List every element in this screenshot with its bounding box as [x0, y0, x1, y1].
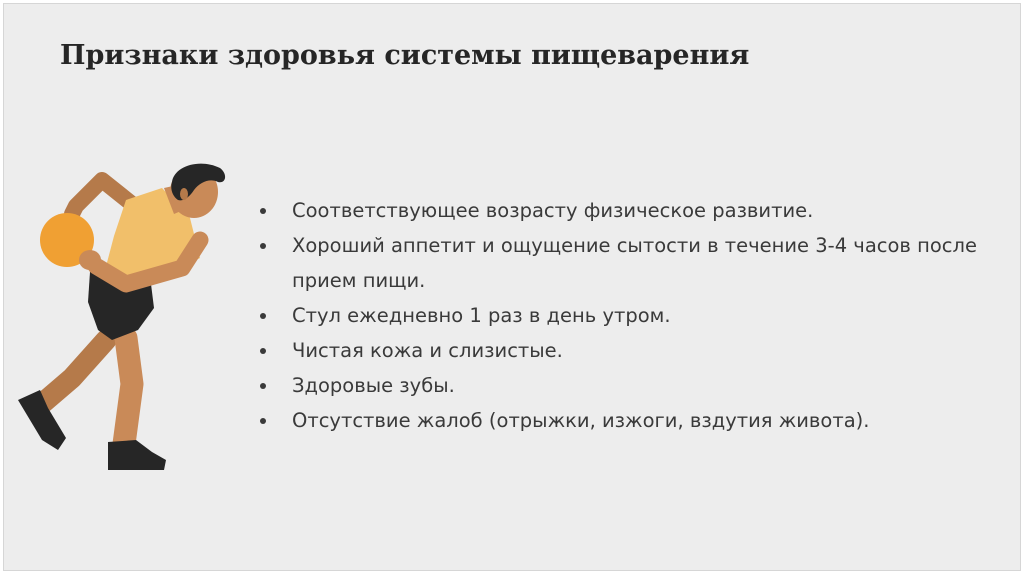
bullet-icon — [260, 418, 266, 424]
list-item-text: Отсутствие жалоб (отрыжки, изжоги, вздутия живота). — [292, 409, 870, 432]
list-item-text: Чистая кожа и слизистые. — [292, 339, 563, 362]
list-item-text: Стул ежедневно 1 раз в день утром. — [292, 304, 671, 327]
list-item — [256, 368, 1016, 403]
list-item — [256, 228, 1016, 298]
list-item-text: Здоровые зубы. — [292, 374, 455, 397]
list-item — [256, 333, 1016, 368]
list-item-text: Соответствующее возрасту физическое развитие. — [292, 199, 814, 222]
list-item — [256, 298, 1016, 333]
slide — [3, 3, 1021, 571]
bullet-icon — [260, 243, 266, 249]
list-item — [256, 403, 1016, 438]
slide-title: Признаки здоровья системы пищеварения — [60, 40, 750, 71]
bullet-icon — [260, 208, 266, 214]
bullet-icon — [260, 348, 266, 354]
bullet-list — [256, 193, 1016, 438]
list-item-text: Хороший аппетит и ощущение сытости в течение 3-4 часов после прием пищи. — [292, 234, 977, 292]
bullet-icon — [260, 313, 266, 319]
basketball-player-icon — [14, 162, 230, 474]
list-item — [256, 193, 1016, 228]
bullet-icon — [260, 383, 266, 389]
